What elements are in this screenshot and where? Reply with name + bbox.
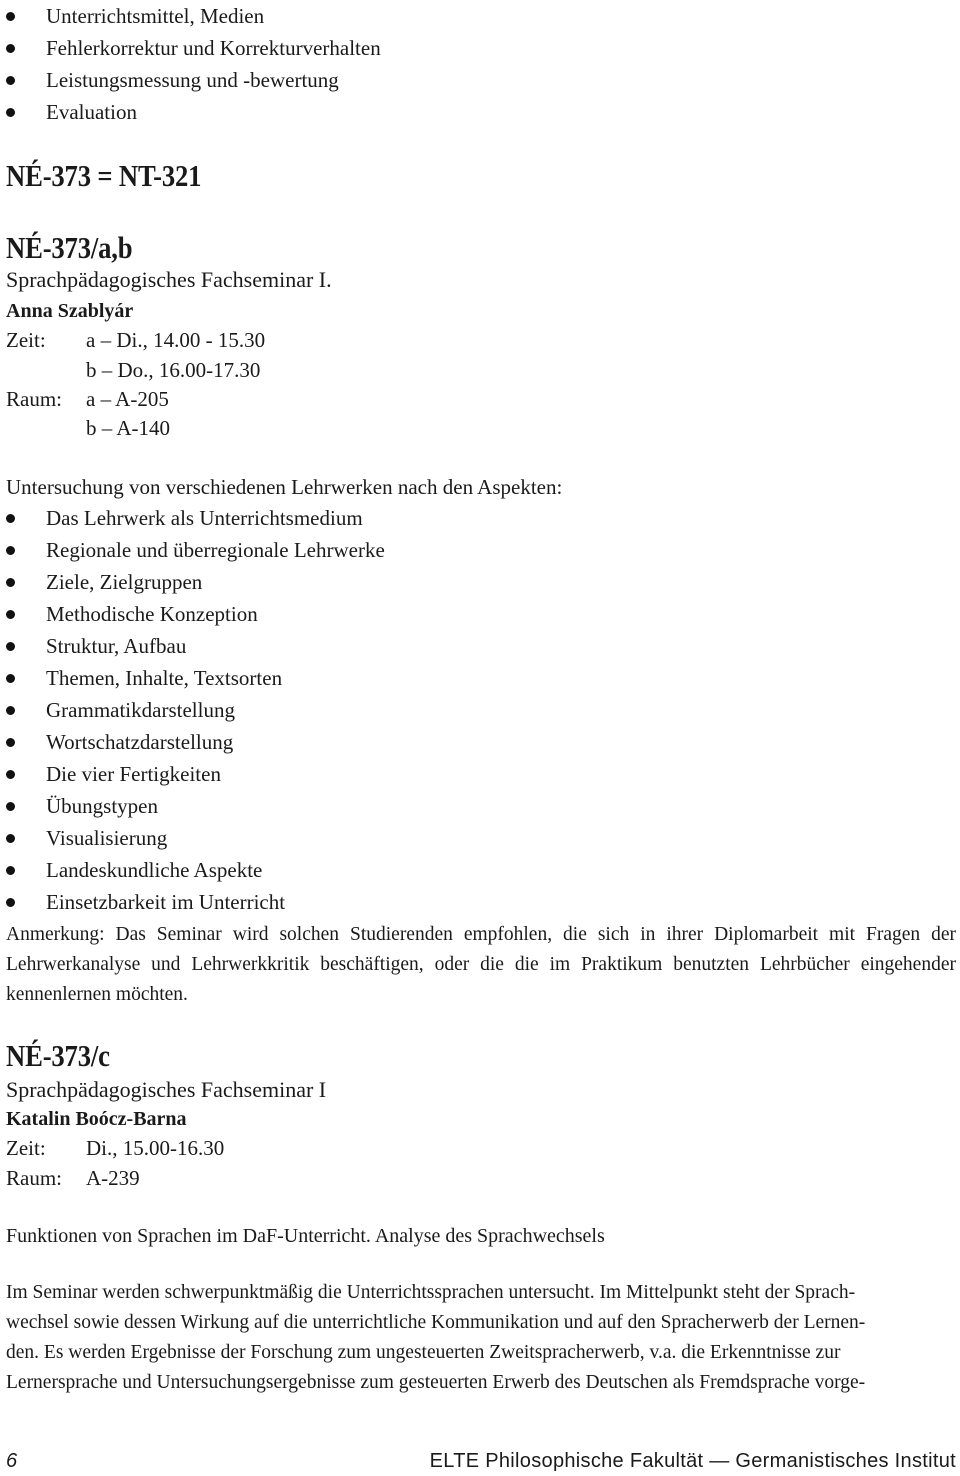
- list-item: Das Lehrwerk als Unterrichtsmedium: [6, 502, 946, 534]
- list-item: Die vier Fertigkeiten: [6, 758, 946, 790]
- list-item: Struktur, Aufbau: [6, 630, 946, 662]
- course-title-ab: Sprachpädagogisches Fachseminar I.: [6, 267, 332, 292]
- list-item: Regionale und überregionale Lehrwerke: [6, 534, 946, 566]
- course-description-c: [6, 1278, 865, 1398]
- description-line: Lernersprache und Untersuchungsergebnisse zum gesteuerten Erwerb des Deutschen als Fremdsprache vorge-: [6, 1372, 866, 1393]
- top-bullet-list: [6, 0, 946, 128]
- list-item: Leistungsmessung und -bewertung: [6, 64, 946, 96]
- zeit-value-b: b – Do., 16.00-17.30: [86, 358, 261, 382]
- zeit-row-ab-b: [86, 354, 260, 386]
- description-line: den. Es werden Ergebnisse der Forschung zum ungesteuerten Zweitspracherwerb, v.a. die Erkenntnisse zur: [6, 1342, 841, 1363]
- list-item: Einsetzbarkeit im Unterricht: [6, 886, 946, 918]
- list-item: Methodische Konzeption: [6, 598, 946, 630]
- raum-row-ab: [6, 383, 169, 415]
- course-code-ab: NÉ-373/a,b: [6, 230, 133, 265]
- zeit-value-a: a – Di., 14.00 - 15.30: [86, 328, 266, 352]
- teacher-name-c: Katalin Boócz-Barna: [6, 1108, 187, 1130]
- description-line: wechsel sowie dessen Wirkung auf die unterrichtliche Kommunikation und auf den Spracherwerb der Lernen-: [6, 1312, 866, 1333]
- institute-name: ELTE Philosophische Fakultät — Germanistisches Institut: [429, 1450, 956, 1472]
- zeit-label: Zeit:: [6, 1136, 46, 1160]
- list-item: Visualisierung: [6, 822, 946, 854]
- list-item: Ziele, Zielgruppen: [6, 566, 946, 598]
- raum-label: Raum:: [6, 387, 62, 411]
- list-item: Themen, Inhalte, Textsorten: [6, 662, 946, 694]
- aspects-list: [6, 502, 946, 918]
- raum-label: Raum:: [6, 1166, 62, 1190]
- list-item: Landeskundliche Aspekte: [6, 854, 946, 886]
- zeit-row-ab: [6, 324, 265, 356]
- list-item: Übungstypen: [6, 790, 946, 822]
- course-equivalence-heading: NÉ-373 = NT-321: [6, 158, 202, 193]
- page-number: 6: [6, 1450, 18, 1472]
- list-item: Fehlerkorrektur und Korrekturverhalten: [6, 32, 946, 64]
- list-item: Unterrichtsmittel, Medien: [6, 0, 946, 32]
- course-code-c: NÉ-373/c: [6, 1038, 110, 1073]
- description-line: Im Seminar werden schwerpunktmäßig die Unterrichtssprachen untersucht. Im Mittelpunkt steht der Sprach-: [6, 1282, 856, 1303]
- zeit-value-c: Di., 15.00-16.30: [86, 1136, 225, 1160]
- zeit-row-c: [6, 1132, 224, 1164]
- course-subtitle-c: Funktionen von Sprachen im DaF-Unterricht. Analyse des Sprachwechsels: [6, 1225, 605, 1247]
- raum-row-c: [6, 1162, 140, 1194]
- teacher-name-ab: Anna Szablyár: [6, 300, 134, 322]
- course-title-c: Sprachpädagogisches Fachseminar I: [6, 1077, 327, 1102]
- raum-row-ab-b: [86, 412, 170, 444]
- zeit-label: Zeit:: [6, 328, 46, 352]
- course-note-ab: Anmerkung: Das Seminar wird solchen Studierenden empfohlen, die sich in ihrer Diplomarbeit mit Fragen der Lehrwerkanalyse und Lehrwerkkritik beschäftigen, oder die die im Praktikum benutzten Lehrbücher eingehender kennenlernen möchten.: [6, 924, 956, 1005]
- raum-value-c: A-239: [86, 1166, 140, 1190]
- list-item: Wortschatzdarstellung: [6, 726, 946, 758]
- list-item: Evaluation: [6, 96, 946, 128]
- raum-value-b: b – A-140: [86, 416, 170, 440]
- list-item: Grammatikdarstellung: [6, 694, 946, 726]
- raum-value-a: a – A-205: [86, 387, 169, 411]
- aspects-intro: Untersuchung von verschiedenen Lehrwerken nach den Aspekten:: [6, 475, 563, 499]
